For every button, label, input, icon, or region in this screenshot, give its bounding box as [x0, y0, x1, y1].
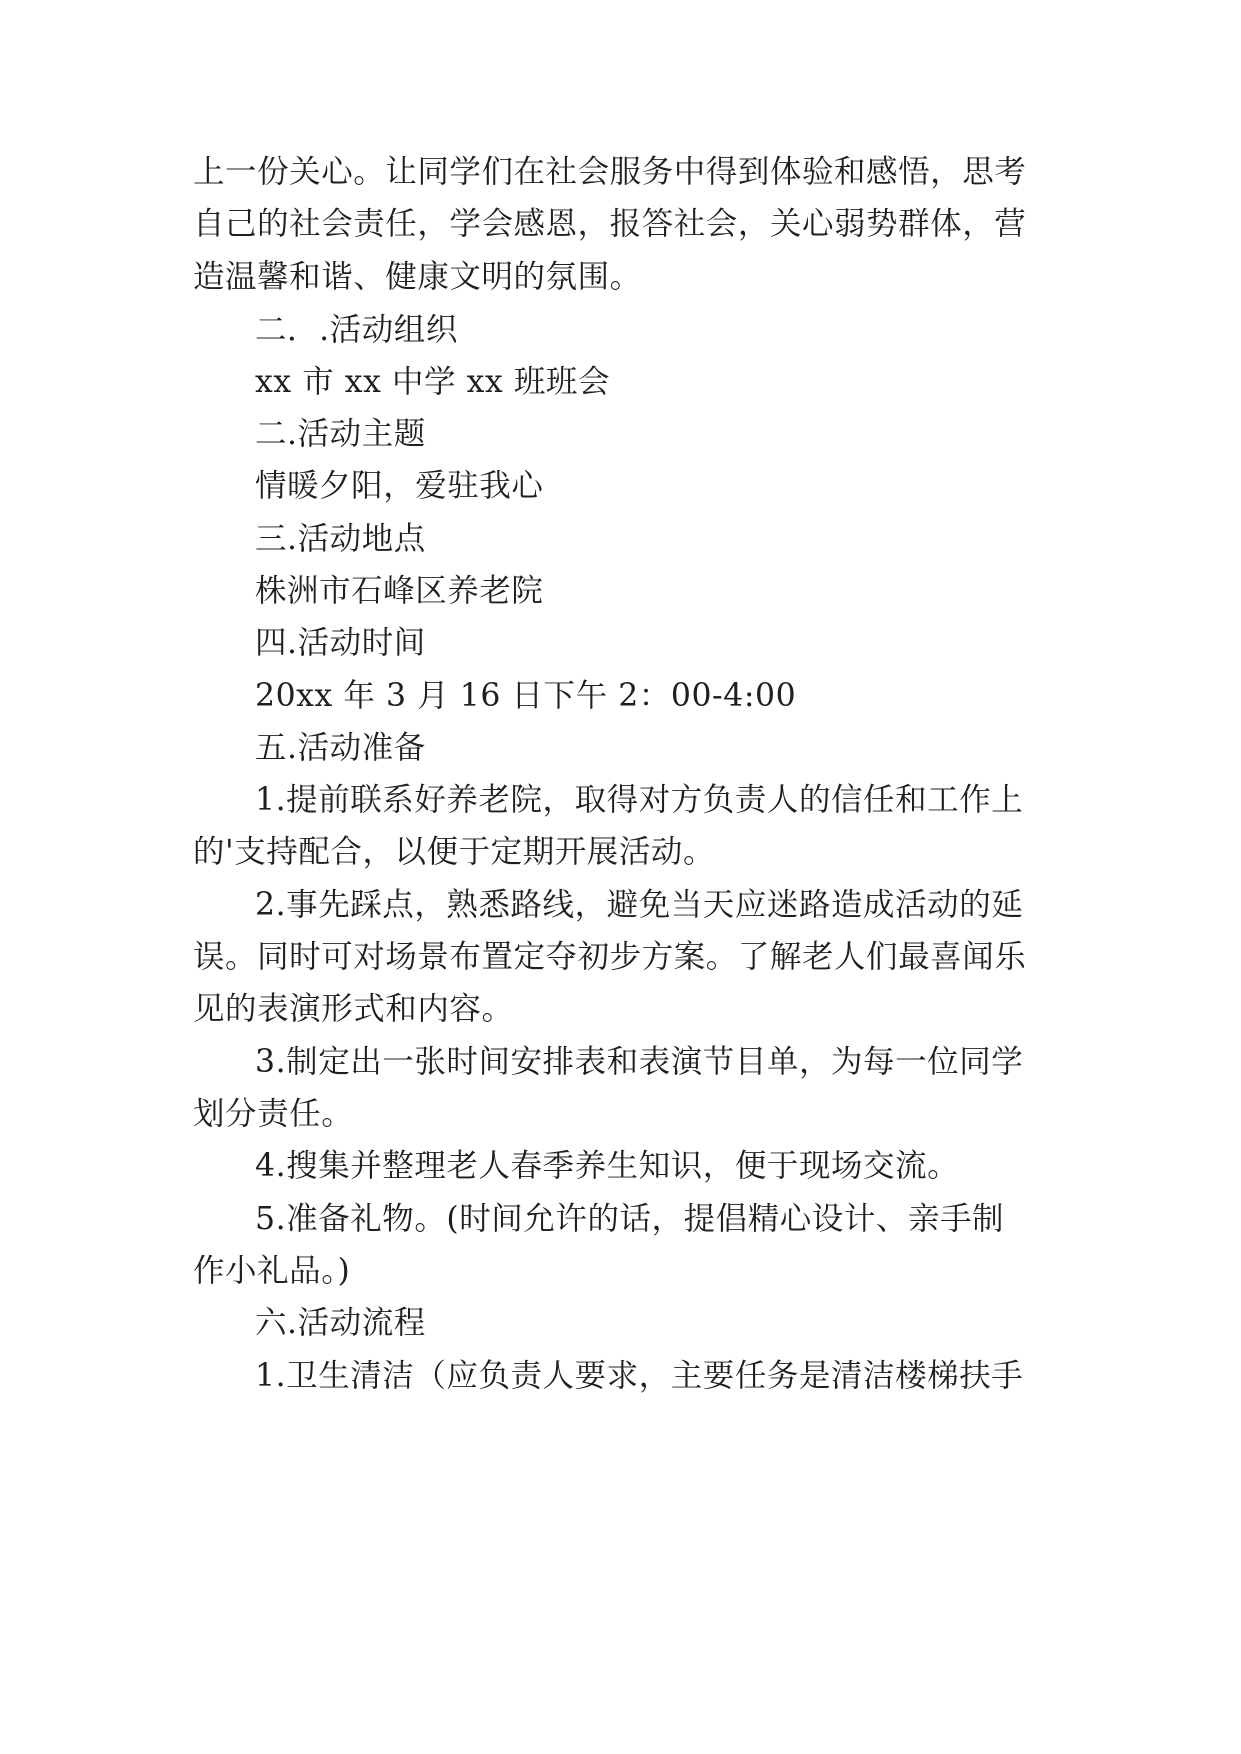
text-line: 造温馨和谐、健康文明的氛围。 [193, 259, 642, 295]
text-line: 情暖夕阳，爱驻我心 [255, 468, 544, 504]
text-line: 划分责任。 [193, 1096, 354, 1132]
text-line: 自己的社会责任，学会感恩，报答社会，关心弱势群体，营 [193, 206, 1027, 242]
text-line: 4.搜集并整理老人春季养生知识，便于现场交流。 [255, 1148, 960, 1184]
text-line: 的'支持配合，以便于定期开展活动。 [193, 834, 716, 870]
text-line: 3.制定出一张时间安排表和表演节目单，为每一位同学 [255, 1044, 1024, 1080]
section-heading: 六.活动流程 [255, 1305, 426, 1341]
text-line: xx 市 xx 中学 xx 班班会 [255, 364, 611, 400]
section-heading: 二．.活动组织 [255, 312, 458, 348]
text-line: 上一份关心。让同学们在社会服务中得到体验和感悟，思考 [193, 154, 1027, 190]
text-line: 1.提前联系好养老院，取得对方负责人的信任和工作上 [255, 782, 1024, 818]
text-line: 作小礼品。) [193, 1253, 351, 1289]
section-heading: 三.活动地点 [255, 521, 426, 557]
section-heading: 二.活动主题 [255, 416, 426, 452]
text-line: 误。同时可对场景布置定夺初步方案。了解老人们最喜闻乐 [193, 939, 1027, 975]
text-line: 株洲市石峰区养老院 [255, 573, 544, 609]
text-line: 2.事先踩点，熟悉路线，避免当天应迷路造成活动的延 [255, 887, 1024, 923]
section-heading: 四.活动时间 [255, 625, 426, 661]
text-line: 1.卫生清洁（应负责人要求，主要任务是清洁楼梯扶手 [255, 1358, 1024, 1394]
text-line: 5.准备礼物。(时间允许的话，提倡精心设计、亲手制 [255, 1201, 1005, 1237]
text-line: 20xx 年 3 月 16 日下午 2：00-4:00 [255, 678, 797, 714]
section-heading: 五.活动准备 [255, 730, 426, 766]
text-line: 见的表演形式和内容。 [193, 991, 514, 1027]
